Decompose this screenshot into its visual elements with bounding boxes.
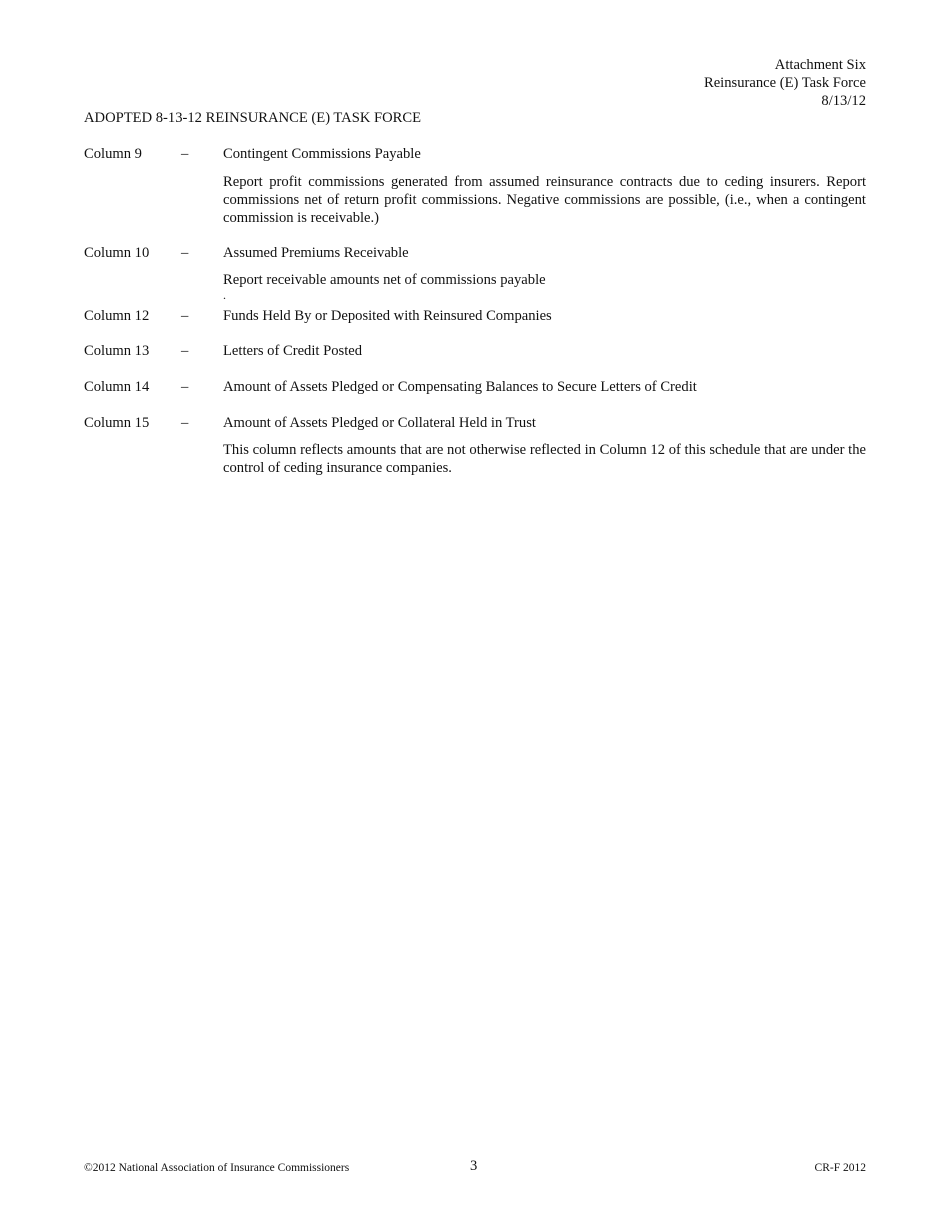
task-force-label: Reinsurance (E) Task Force <box>703 75 866 91</box>
column-description: Report profit commissions generated from assumed reinsurance contracts due to ceding insurers. Report commissions net of return profit commissions. Negative commissions are possible, (i.e., when a contingent commission is receivable.) <box>223 174 866 226</box>
page-footer <box>84 1157 866 1175</box>
column-title: Amount of Assets Pledged or Compensating Balances to Secure Letters of Credit <box>223 379 697 395</box>
dash-separator: – <box>181 343 189 359</box>
column-label: Column 12 <box>84 308 150 324</box>
column-label: Column 14 <box>84 379 150 395</box>
attachment-label: Attachment Six <box>774 57 866 73</box>
column-title: Amount of Assets Pledged or Collateral Held in Trust <box>223 415 536 431</box>
dash-separator: – <box>181 146 189 162</box>
page-number: 3 <box>470 1158 478 1174</box>
column-title: Funds Held By or Deposited with Reinsured Companies <box>223 308 552 324</box>
column-title: Assumed Premiums Receivable <box>223 245 409 261</box>
dash-separator: – <box>181 245 189 261</box>
header-date: 8/13/12 <box>821 93 866 109</box>
column-label: Column 9 <box>84 146 142 162</box>
column-label: Column 15 <box>84 415 150 431</box>
dash-separator: – <box>181 415 189 431</box>
attachment-header <box>704 56 866 110</box>
column-title: Letters of Credit Posted <box>223 343 363 359</box>
document-code: CR-F 2012 <box>814 1162 866 1174</box>
stray-period: . <box>223 288 226 302</box>
column-label: Column 13 <box>84 343 150 359</box>
column-label: Column 10 <box>84 245 150 261</box>
column-description: This column reflects amounts that are not otherwise reflected in Column 12 of this schedule that are under the control of ceding insurance companies. <box>223 442 866 476</box>
column-description: Report receivable amounts net of commissions payable <box>223 272 546 288</box>
column-title: Contingent Commissions Payable <box>223 146 421 162</box>
dash-separator: – <box>181 308 189 324</box>
copyright-notice: ©2012 National Association of Insurance Commissioners <box>84 1162 350 1174</box>
dash-separator: – <box>181 379 189 395</box>
adopted-heading: ADOPTED 8-13-12 REINSURANCE (E) TASK FORCE <box>84 110 422 126</box>
